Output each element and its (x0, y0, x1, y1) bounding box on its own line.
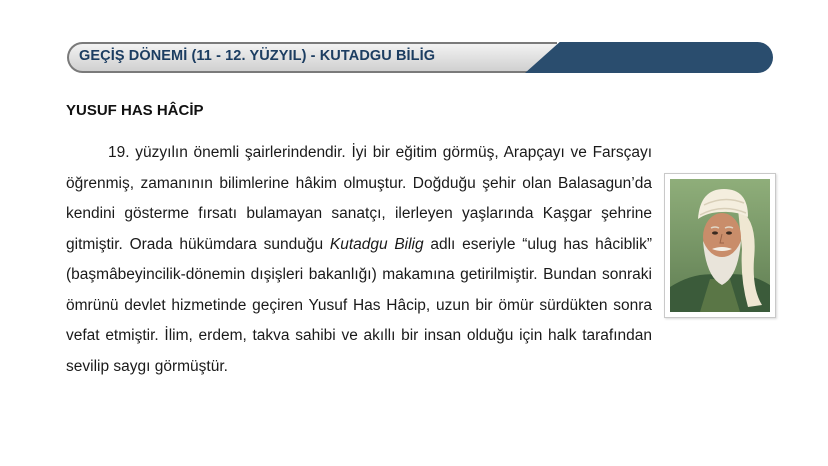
biography-paragraph (66, 138, 652, 382)
portrait-illustration (670, 179, 770, 312)
section-heading: YUSUF HAS HÂCİP (66, 102, 204, 119)
header-banner (67, 42, 773, 73)
header-subtitle: 10. Sınıf Türk Dili ve Edebiyatı (539, 8, 721, 23)
work-title: Kutadgu Bilig (329, 235, 424, 253)
paragraph-part-2: adlı eseriyle “ulug has hâciblik” (başmâbeyincilik-dönemin dışişleri bakanlığı) makamına getirilmiştir. Bundan sonraki ömrünü devlet hizmetinde geçiren Yusuf Has Hâcip, uzun bir ömür sürdükten sonra vefat etmiştir. İlim, erdem, takva sahibi ve akıllı bir insan olduğu için halk tarafından sevilip saygı görmüştür. (66, 235, 653, 375)
paragraph-part-1: 19. yüzyılın önemli şairlerindendir. İyi bir eğitim görmüş, Arapçayı ve Farsçayı öğrenmiş, zamanının bilimlerine hâkim olmuştur. Doğduğu şehir olan Balasagun’da kendini gösterme fırsatı bulamayan sanatçı, ilerleyen yaşlarında Kaşgar şehrine gitmiştir. Orada hükümdara sunduğu (66, 144, 652, 253)
header-title (79, 48, 435, 64)
header-subtitle-band (525, 42, 773, 73)
header-title-work: KUTADGU BİLİG (319, 48, 436, 64)
portrait-image (664, 173, 776, 318)
header-title-period: GEÇİŞ DÖNEMİ (11 - 12. YÜZYIL) - (79, 48, 320, 64)
